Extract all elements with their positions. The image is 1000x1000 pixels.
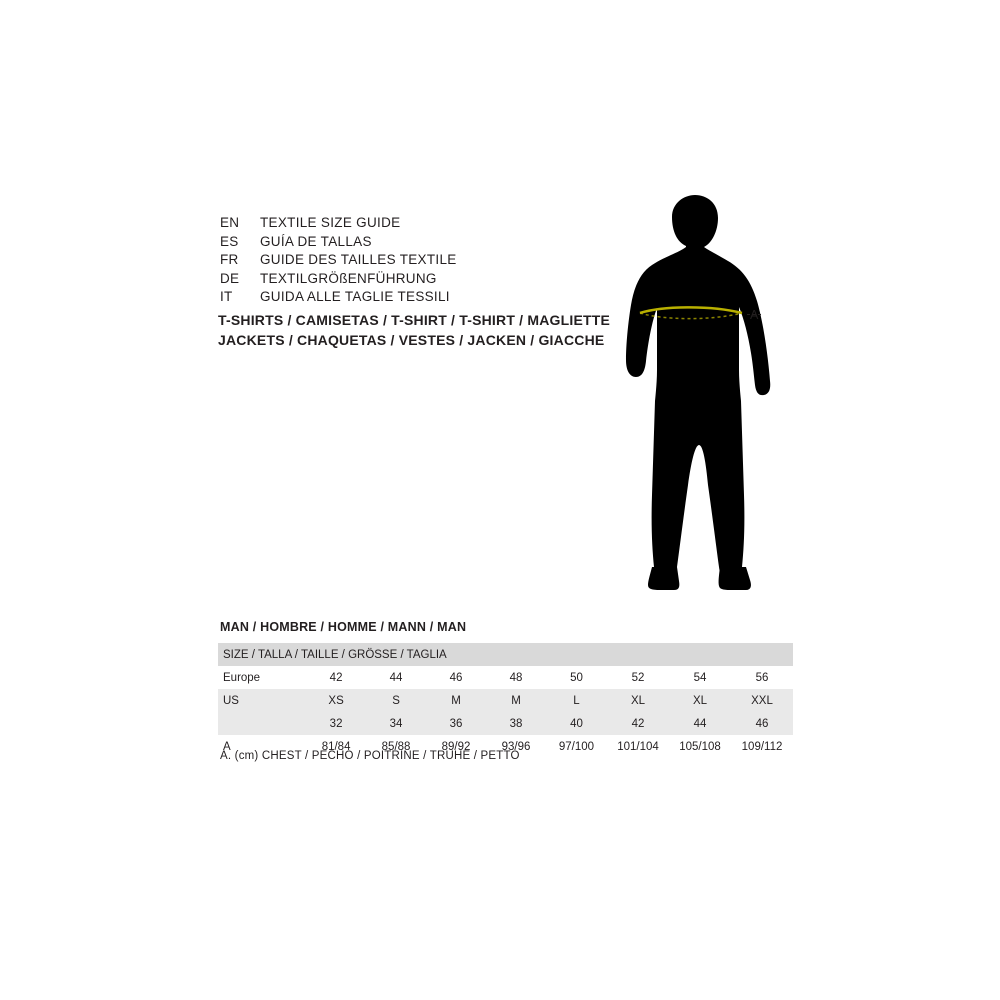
table-row <box>218 712 793 735</box>
row-label: Europe <box>218 666 306 689</box>
cell: L <box>546 689 607 712</box>
table-header-row <box>218 643 793 666</box>
language-list <box>220 214 620 307</box>
cell: 42 <box>607 712 669 735</box>
cell: 46 <box>731 712 793 735</box>
cell: 105/108 <box>669 735 731 758</box>
language-text: TEXTILGRÖßENFÜHRUNG <box>260 270 437 286</box>
cell: 42 <box>306 666 366 689</box>
language-row <box>220 270 620 289</box>
table-title: MAN / HOMBRE / HOMME / MANN / MAN <box>220 620 467 634</box>
cell: 32 <box>306 712 366 735</box>
cell: 97/100 <box>546 735 607 758</box>
cell: 48 <box>486 666 546 689</box>
table-header-label: SIZE / TALLA / TAILLE / GRÖSSE / TAGLIA <box>218 643 793 666</box>
category-list <box>218 310 610 350</box>
category-line-jackets: JACKETS / CHAQUETAS / VESTES / JACKEN / GIACCHE <box>218 332 605 348</box>
language-code: EN <box>220 215 240 230</box>
cell: 38 <box>486 712 546 735</box>
table-footnote: A. (cm) CHEST / PECHO / POITRINE / TRUHE / PETTO <box>220 750 520 762</box>
cell: XXL <box>731 689 793 712</box>
cell: 52 <box>607 666 669 689</box>
cell: 93/96 <box>486 735 546 758</box>
cell: XL <box>607 689 669 712</box>
row-label: A <box>218 735 306 758</box>
table-row <box>218 689 793 712</box>
cell: 34 <box>366 712 426 735</box>
language-code: ES <box>220 233 239 249</box>
language-code: IT <box>220 289 233 304</box>
language-text: GUIDA ALLE TAGLIE TESSILI <box>260 289 450 304</box>
row-label <box>218 712 306 735</box>
cell: 50 <box>546 666 607 689</box>
cell: 54 <box>669 666 731 689</box>
table-row <box>218 666 793 689</box>
language-code: DE <box>220 270 240 286</box>
chest-measure-label: A <box>750 308 759 322</box>
cell: M <box>426 689 486 712</box>
cell: 89/92 <box>426 735 486 758</box>
cell: 46 <box>426 666 486 689</box>
cell: 44 <box>366 666 426 689</box>
language-row <box>220 233 620 252</box>
cell: 101/104 <box>607 735 669 758</box>
language-text: GUIDE DES TAILLES TEXTILE <box>260 252 457 267</box>
language-text: GUÍA DE TALLAS <box>260 233 372 249</box>
cell: 40 <box>546 712 607 735</box>
category-line-tshirts: T-SHIRTS / CAMISETAS / T-SHIRT / T-SHIRT / MAGLIETTE <box>218 312 611 328</box>
male-silhouette-figure <box>600 195 800 605</box>
row-label: US <box>218 689 306 712</box>
cell: XS <box>306 689 366 712</box>
cell: 81/84 <box>306 735 366 758</box>
cell: 109/112 <box>731 735 793 758</box>
language-row <box>220 288 620 307</box>
cell: 85/88 <box>366 735 426 758</box>
language-row <box>220 214 620 233</box>
cell: M <box>486 689 546 712</box>
language-text: TEXTILE SIZE GUIDE <box>260 215 401 230</box>
cell: 36 <box>426 712 486 735</box>
cell: S <box>366 689 426 712</box>
cell: 44 <box>669 712 731 735</box>
cell: XL <box>669 689 731 712</box>
language-row <box>220 251 620 270</box>
cell: 56 <box>731 666 793 689</box>
size-table <box>218 643 793 758</box>
language-code: FR <box>220 252 239 267</box>
